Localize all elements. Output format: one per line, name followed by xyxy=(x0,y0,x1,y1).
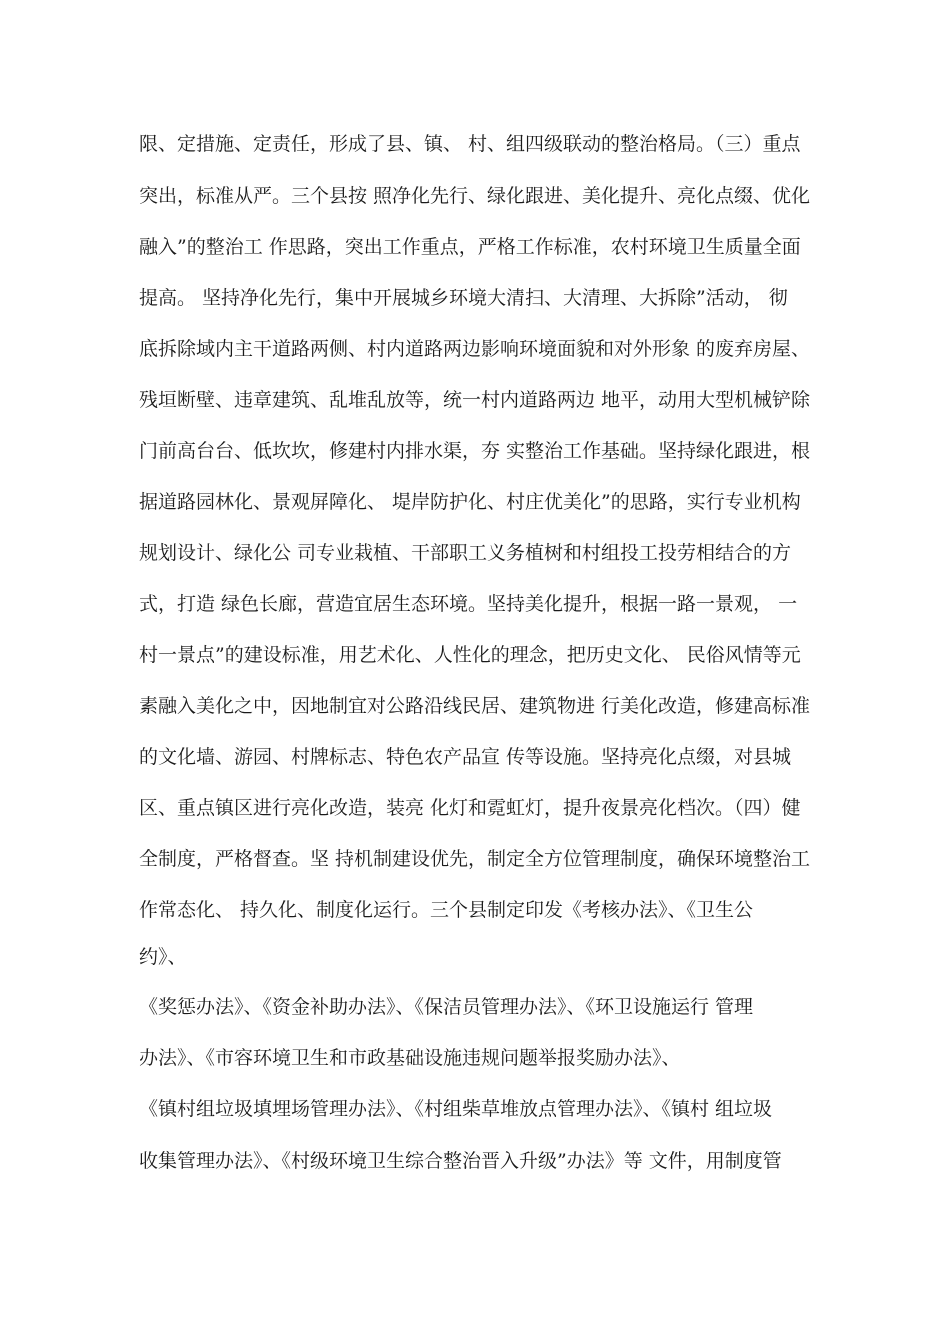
text-line: 残垣断壁、违章建筑、乱堆乱放等，统一村内道路两边 地平，动用大型机械铲除 xyxy=(139,389,811,411)
text-line: 限、定措施、定责任，形成了县、镇、 村、组四级联动的整治格局。（三）重点 xyxy=(139,133,801,155)
text-line: 突出，标准从严。三个县按 照净化先行、绿化跟进、美化提升、亮化点缀、优化 xyxy=(139,185,811,207)
text-line: 办法》、《市容环境卫生和市政基础设施违规问题举报奖励办法》、 xyxy=(139,1047,681,1069)
text-line: 收集管理办法》、《村级环境卫生综合整治晋入升级”办法》等 文件，用制度管 xyxy=(139,1150,782,1172)
text-line: 全制度，严格督查。坚 持机制建设优先，制定全方位管理制度，确保环境整治工 xyxy=(139,848,811,870)
text-line: 作常态化、 持久化、制度化运行。三个县制定印发《考核办法》、《卫生公 xyxy=(139,899,754,921)
text-line: 据道路园林化、景观屏障化、 堤岸防护化、村庄优美化”的思路，实行专业机构 xyxy=(139,491,801,513)
text-line: 式，打造 绿色长廊，营造宜居生态环境。坚持美化提升，根据一路一景观， 一 xyxy=(139,593,798,615)
text-line: 约》、 xyxy=(139,946,187,968)
text-line: 《镇村组垃圾填埋场管理办法》、《村组柴草堆放点管理办法》、《镇村 组垃圾 xyxy=(139,1098,773,1120)
text-line: 《奖惩办法》、《资金补助办法》、《保洁员管理办法》、《环卫设施运行 管理 xyxy=(139,996,754,1018)
text-line: 规划设计、绿化公 司专业栽植、干部职工义务植树和村组投工投劳相结合的方 xyxy=(139,542,792,564)
text-line: 融入”的整治工 作思路，突出工作重点，严格工作标准，农村环境卫生质量全面 xyxy=(139,236,801,258)
text-line: 村一景点”的建设标准，用艺术化、人性化的理念，把历史文化、 民俗风情等元 xyxy=(139,644,801,666)
text-line: 区、重点镇区进行亮化改造，装亮 化灯和霓虹灯，提升夜景亮化档次。（四）健 xyxy=(139,797,801,819)
text-line: 门前高台台、低坎坎，修建村内排水渠，夯 实整治工作基础。坚持绿化跟进，根 xyxy=(139,440,811,462)
text-line: 提高。 坚持净化先行，集中开展城乡环境大清扫、大清理、大拆除”活动， 彻 xyxy=(139,287,788,309)
text-line: 底拆除域内主干道路两侧、村内道路两边影响环境面貌和对外形象 的废弃房屋、 xyxy=(139,338,811,360)
text-line: 的文化墙、游园、村牌标志、特色农产品宣 传等设施。坚持亮化点缀，对县城 xyxy=(139,746,792,768)
text-line: 素融入美化之中，因地制宜对公路沿线民居、建筑物进 行美化改造，修建高标准 xyxy=(139,695,811,717)
